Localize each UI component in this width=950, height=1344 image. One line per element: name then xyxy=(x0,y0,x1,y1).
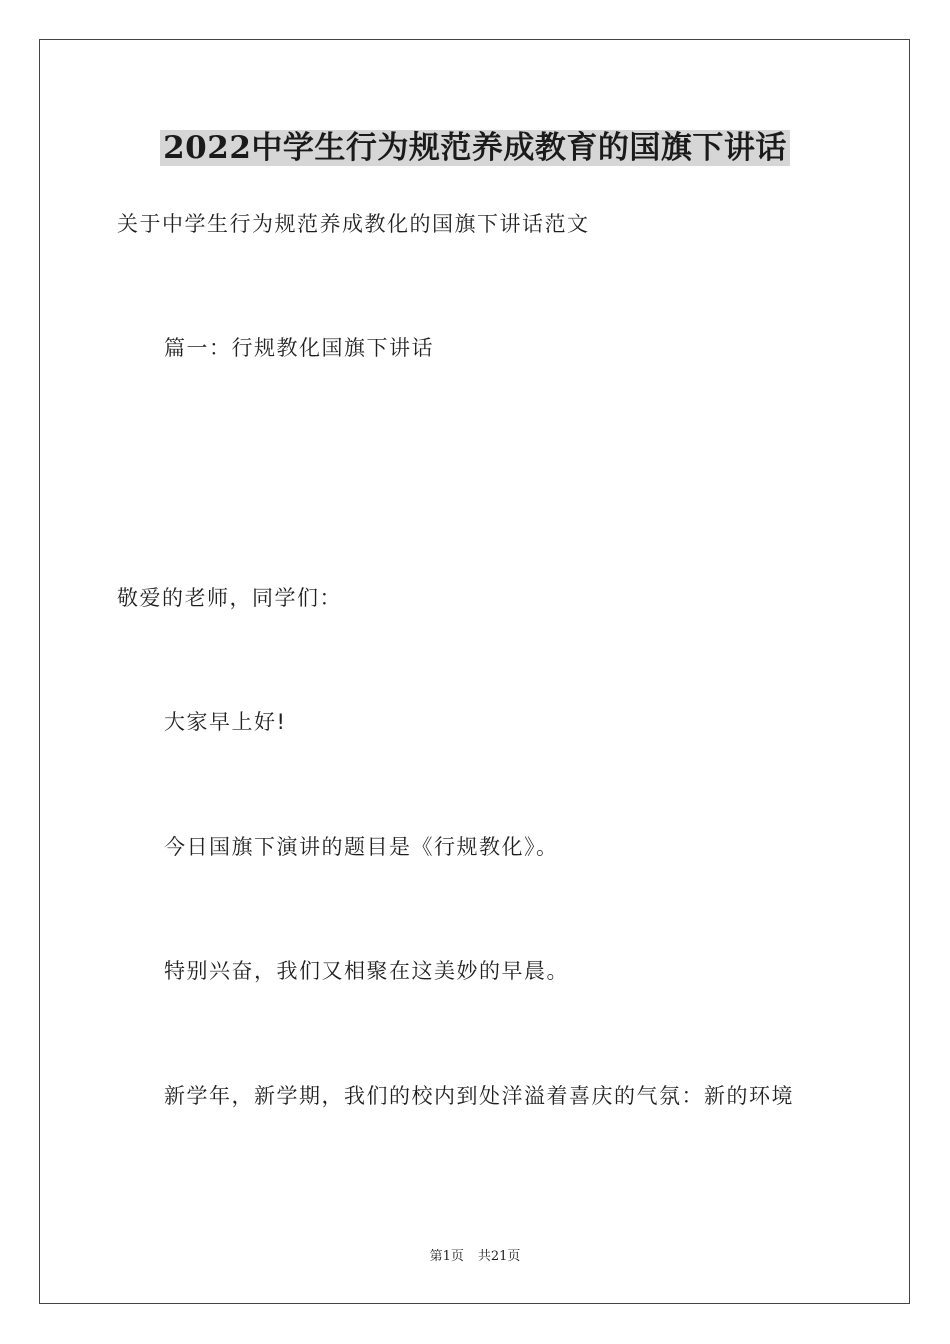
subtitle-paragraph: 关于中学生行为规范养成教化的国旗下讲话范文 xyxy=(117,212,590,236)
greeting-paragraph: 大家早上好! xyxy=(164,710,287,734)
document-title xyxy=(0,126,950,170)
page-footer xyxy=(0,1248,950,1266)
topic-paragraph: 今日国旗下演讲的题目是《行规教化》。 xyxy=(164,835,559,859)
salutation-paragraph: 敬爱的老师，同学们： xyxy=(117,586,342,610)
section-heading: 篇一：行规教化国旗下讲话 xyxy=(164,336,434,360)
body-paragraph: 新学年，新学期，我们的校内到处洋溢着喜庆的气氛：新的环境 xyxy=(164,1084,794,1108)
body-paragraph: 特别兴奋，我们又相聚在这美妙的早晨。 xyxy=(164,959,569,983)
page-number: 第1页 xyxy=(429,1249,464,1264)
document-title-text: 2022中学生行为规范养成教育的国旗下讲话 xyxy=(160,130,790,166)
page-total: 共21页 xyxy=(477,1249,521,1264)
